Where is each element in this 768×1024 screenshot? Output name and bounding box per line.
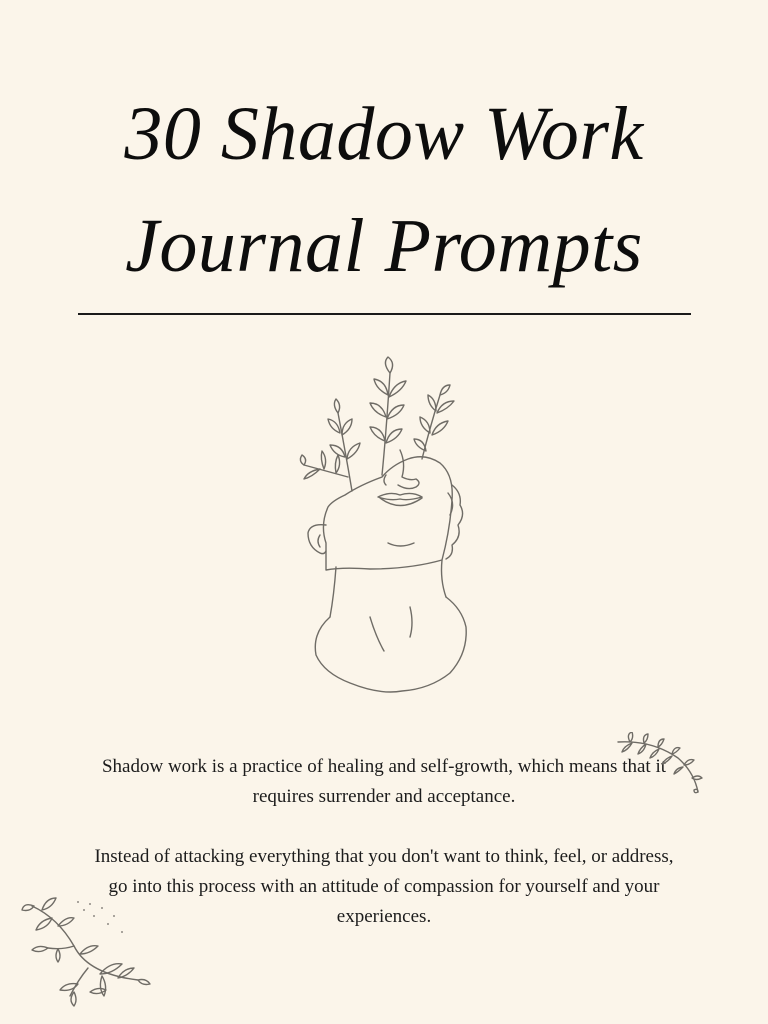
intro-paragraph-1: Shadow work is a practice of healing and self-growth, which means that it requires surrender and acceptance. xyxy=(101,756,667,807)
leaf-branch-icon xyxy=(18,888,154,1010)
leaf-sprig-icon xyxy=(612,732,708,798)
title-line-1: 30 Shadow Work xyxy=(124,92,644,176)
intro-text xyxy=(84,752,684,962)
floral-bust-icon xyxy=(290,355,480,700)
page-title xyxy=(0,78,768,302)
title-divider xyxy=(78,313,691,315)
title-line-2: Journal Prompts xyxy=(125,204,643,288)
intro-paragraph-2: Instead of attacking everything that you don't want to think, feel, or address, go into this process with an attitude of compassion for yourself and your experiences. xyxy=(94,846,674,927)
